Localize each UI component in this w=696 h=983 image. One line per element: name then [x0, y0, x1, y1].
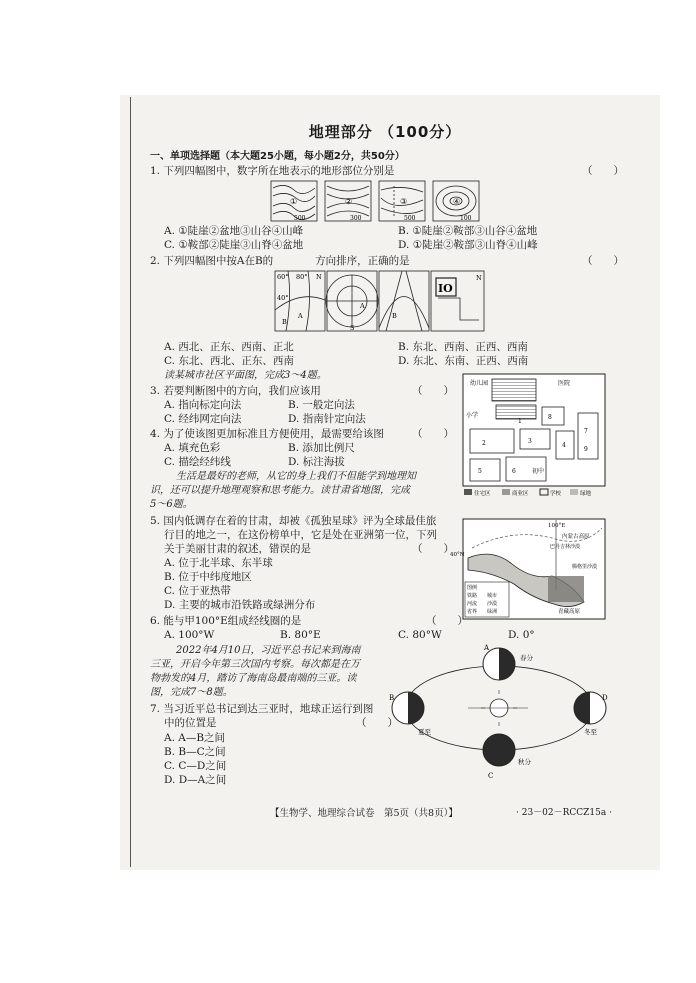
q1-stem: 1. 下列四幅图中，数字所在地表示的地形部位分别是: [150, 165, 395, 177]
orbit-label-d: D: [602, 694, 608, 702]
q2-label-b2: B: [392, 312, 397, 320]
q4-option-a: A. 填充色彩: [164, 442, 221, 454]
section-heading: 一、单项选择题（本大题25小题，每小题2分，共50分）: [150, 151, 405, 162]
earth-spring: [483, 648, 515, 680]
q2-label-60: 60°: [277, 273, 289, 281]
q1-label-1: ①: [290, 197, 298, 206]
q1-contour-value-2: 300: [350, 215, 362, 222]
orbit-label-a: A: [484, 644, 490, 652]
q2-label-n2: N: [476, 274, 482, 282]
orbit-label-autumn: 秋分: [518, 758, 531, 766]
map-block-9: 9: [584, 446, 588, 453]
q2-answer-paren: （ ）: [582, 255, 624, 267]
orbit-label-c: C: [488, 772, 494, 780]
map-block-5: 5: [478, 468, 482, 475]
q4-stem: 4. 为了使该图更加标准且方便使用，最需要给该图: [150, 428, 384, 440]
map-block-3: 3: [528, 438, 532, 445]
gansu-legend-title: 图例: [467, 585, 478, 591]
q2-label-a1: A: [298, 312, 303, 320]
q6-option-c: C. 80°W: [398, 629, 442, 641]
q2-label-n: N: [316, 273, 322, 281]
intro-7-8-line2: 三亚，开启今年第三次国内考察。每次都是在万: [150, 659, 360, 670]
q5-stem-line2: 行目的地之一，在这份榜单中，它是处在亚洲第一位，下列: [164, 529, 437, 541]
gansu-legend-railway: 铁路: [467, 593, 478, 599]
earth-summer: [392, 692, 424, 724]
gansu-legend-river: 河流: [467, 601, 478, 607]
gansu-map-figure: [450, 518, 606, 620]
q1-answer-paren: （ ）: [582, 165, 624, 177]
q1-label-2: ②: [345, 197, 353, 206]
q2-option-c: C. 东北、西北、正东、西南: [164, 355, 294, 367]
intro-3-4: 读某城市社区平面图，完成3～4题。: [164, 370, 327, 381]
gansu-label-badain: 巴丹吉林沙漠: [550, 544, 581, 550]
q4-answer-paren: （ ）: [412, 428, 454, 440]
gansu-label-100e: 100°E: [548, 523, 566, 529]
q5-option-b: B. 位于中纬度地区: [164, 571, 252, 583]
gansu-label-tengger: 腾格里沙漠: [572, 564, 598, 570]
q6-option-d: D. 0°: [508, 629, 535, 641]
map-label-middle-school: 初中: [532, 468, 545, 475]
q1-contour-value-4: 100: [460, 215, 472, 222]
gansu-label-tibet-plateau: 青藏高原: [558, 609, 581, 615]
q6-option-b: B. 80°E: [280, 629, 321, 641]
q2-label-b1: B: [282, 318, 287, 326]
map-label-kindergarten: 幼儿园: [470, 380, 489, 387]
footer-page-info: 【生物学、地理综合试卷 第5页（共8页）】: [270, 808, 458, 819]
map-block-7: 7: [584, 428, 588, 435]
orbit-label-b: B: [389, 694, 395, 702]
intro-7-8-line3: 物勃发的4月，踏访了海南岛最南端的三亚。读: [150, 673, 357, 684]
q1-contour-value-1: 500: [294, 215, 306, 222]
q2-direction-figures: [274, 270, 486, 338]
legend-school: 学校: [550, 491, 562, 497]
q1-label-4: ④: [453, 197, 461, 206]
legend-green: 绿地: [580, 491, 592, 497]
earth-autumn: [483, 734, 515, 766]
q1-contour-value-3: 500: [404, 215, 416, 222]
q2-compass-io: IO: [438, 282, 453, 295]
intro-5-6-line3: 5～6题。: [150, 499, 193, 510]
map-label-primary-school: 小学: [466, 412, 479, 419]
legend-commercial: 商业区: [512, 491, 529, 497]
q5-option-d: D. 主要的城市沿铁路或绿洲分布: [164, 599, 316, 611]
q4-option-c: C. 描绘经纬线: [164, 456, 231, 468]
gansu-legend-border: 省界: [467, 609, 478, 615]
q7-stem-line1: 7. 当习近平总书记到达三亚时，地球正运行到图: [150, 703, 374, 715]
map-block-1: 1: [518, 418, 522, 425]
q2-label-40: 40°: [277, 294, 289, 302]
q1-contour-figures: [270, 180, 482, 224]
q7-stem-line2: 中的位置是: [164, 717, 217, 729]
map-label-hospital: 医院: [558, 380, 571, 387]
gansu-label-40n: 40°N: [450, 552, 465, 558]
q2-option-a: A. 西北、正东、西南、正北: [164, 341, 294, 353]
q5-stem-line3: 关于美丽甘肃的叙述，错误的是: [164, 543, 311, 555]
map-block-6: 6: [512, 468, 516, 475]
q7-option-d: D. D—A之间: [164, 774, 227, 786]
q2-option-d: D. 东北、东南、正西、西南: [398, 355, 529, 367]
q5-stem-line1: 5. 国内低调存在着的甘肃，却被《孤独星球》评为全球最佳旅: [150, 515, 437, 527]
page-title: 地理部分 （100分）: [308, 123, 462, 141]
gansu-legend-desert: 沙漠: [487, 601, 498, 607]
orbit-label-spring: 春分: [520, 654, 533, 662]
q6-option-a: A. 100°W: [164, 629, 215, 641]
q4-option-b: B. 添加比例尺: [288, 442, 355, 454]
q1-option-a: A. ①陡崖②盆地③山谷④山峰: [164, 225, 304, 237]
intro-5-6-line2: 识，还可以提升地理观察和思考能力。读甘肃省地图，完成: [150, 485, 410, 496]
q7-option-c: C. C—D之间: [164, 760, 227, 772]
q2-stem: 2. 下列四幅图中按A在B的 方向排序，正确的是: [150, 255, 410, 267]
map-block-2: 2: [482, 440, 486, 447]
q3-option-a: A. 指向标定向法: [164, 399, 242, 411]
q4-option-d: D. 标注海拔: [288, 456, 345, 468]
earth-orbit-figure: [388, 642, 610, 782]
intro-5-6-line1: 生活是最好的老师，从它的身上我们不但能学到地理知: [176, 471, 416, 482]
q5-option-a: A. 位于北半球、东半球: [164, 557, 273, 569]
footer-code: · 23－02－RCCZ15a ·: [516, 808, 612, 818]
q2-label-s: S: [350, 324, 355, 332]
q5-answer-paren: （ ）: [412, 543, 454, 555]
q7-option-a: A. A—B之间: [164, 732, 226, 744]
q3-option-d: D. 指南针定向法: [288, 413, 366, 425]
q6-answer-paren: （ ）: [426, 615, 468, 627]
intro-7-8-line4: 图，完成7～8题。: [150, 687, 233, 698]
intro-7-8-line1: 2022年4月10日，习近平总书记来到海南: [176, 645, 361, 656]
q6-stem: 6. 能与甲100°E组成经线圈的是: [150, 615, 302, 627]
q3-option-b: B. 一般定向法: [288, 399, 355, 411]
q3-option-c: C. 经纬网定向法: [164, 413, 242, 425]
q7-answer-paren: （ ）: [356, 717, 398, 729]
orbit-label-winter: 冬至: [584, 728, 597, 736]
community-map-figure: [462, 373, 606, 499]
q3-stem: 3. 若要判断图中的方向，我们应该用: [150, 385, 321, 397]
map-block-8: 8: [548, 414, 552, 421]
gansu-label-inner-mongolia: 内蒙古高原: [562, 534, 590, 540]
q1-option-c: C. ①鞍部②陡崖③山脊④盆地: [164, 239, 304, 251]
q2-label-80: 80°: [296, 273, 308, 281]
binding-line: [130, 97, 131, 867]
q2-option-b: B. 东北、西南、正西、西南: [398, 341, 528, 353]
orbit-label-summer: 夏至: [418, 728, 431, 736]
map-block-4: 4: [562, 442, 566, 449]
q1-option-d: D. ①陡崖②鞍部③山脊④山峰: [398, 239, 538, 251]
q1-label-3: ③: [400, 197, 408, 206]
q3-answer-paren: （ ）: [412, 385, 454, 397]
q2-label-a2: A: [360, 302, 365, 310]
gansu-legend-city: 城市: [487, 593, 498, 599]
q1-option-b: B. ①陡崖②鞍部③山谷④盆地: [398, 225, 538, 237]
geography-section: [150, 120, 624, 840]
q5-option-c: C. 位于亚热带: [164, 585, 231, 597]
gansu-legend-oasis: 绿洲: [487, 609, 498, 615]
legend-residential: 住宅区: [474, 491, 491, 497]
q7-option-b: B. B—C之间: [164, 746, 226, 758]
